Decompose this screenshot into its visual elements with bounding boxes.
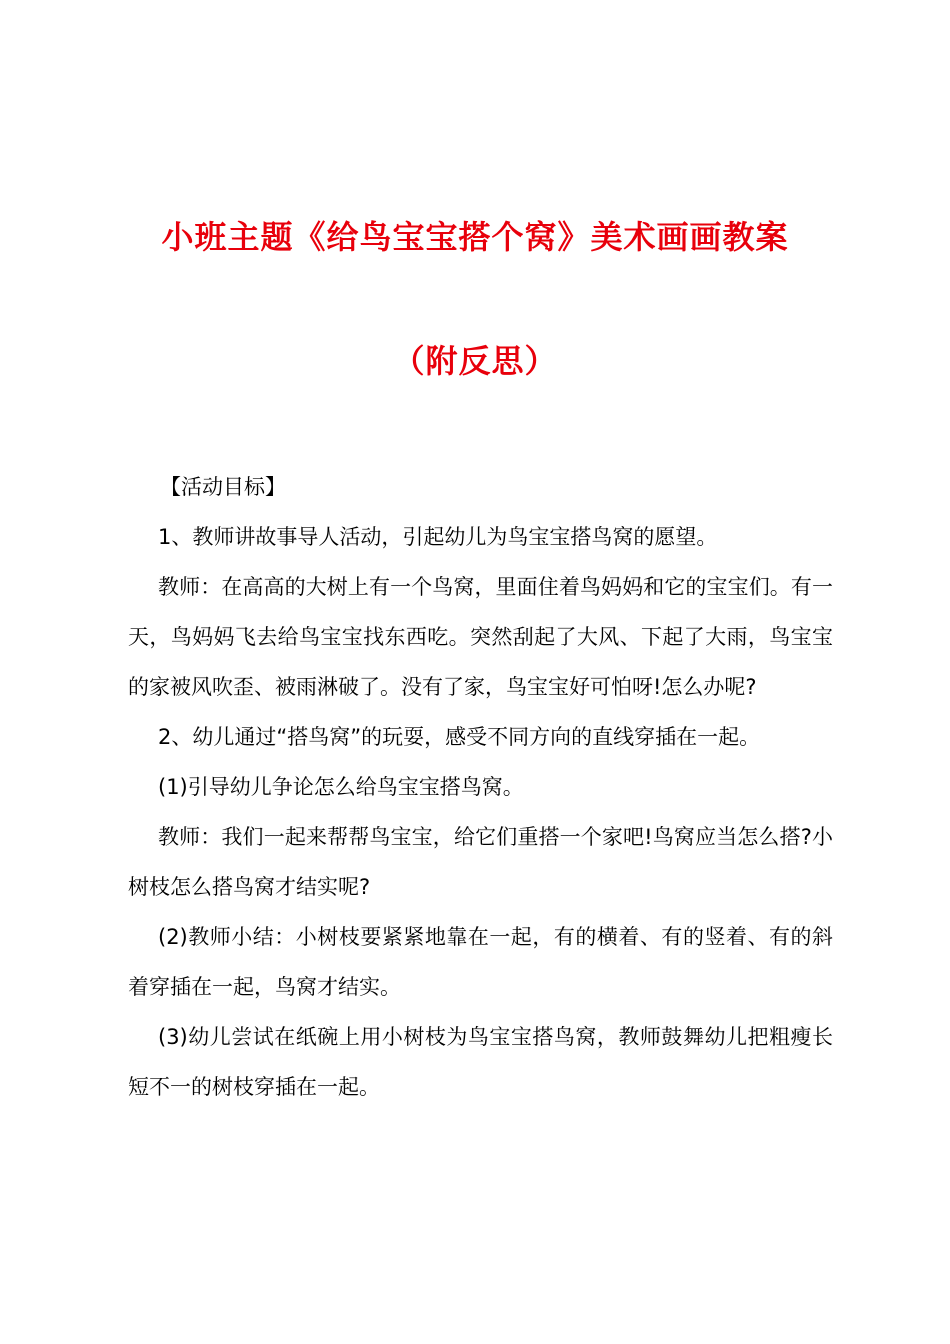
paragraph: (2)教师小结：小树枝要紧紧地靠在一起，有的横着、有的竖着、有的斜着穿插在一起，鸟窝才结实。 — [128, 925, 833, 999]
paragraph: 1、教师讲故事导人活动，引起幼儿为鸟宝宝搭鸟窝的愿望。 — [158, 525, 718, 549]
paragraph: (1)引导幼儿争论怎么给鸟宝宝搭鸟窝。 — [158, 775, 524, 799]
document-title: 小班主题《给鸟宝宝搭个窝》美术画画教案 — [161, 218, 789, 256]
paragraph: (3)幼儿尝试在纸碗上用小树枝为鸟宝宝搭鸟窝，教师鼓舞幼儿把粗瘦长短不一的树枝穿插在一起。 — [128, 1025, 833, 1099]
paragraph: 教师：我们一起来帮帮鸟宝宝，给它们重搭一个家吧!鸟窝应当怎么搭?小树枝怎么搭鸟窝才结实呢? — [128, 825, 833, 899]
section-heading-objectives: 【活动目标】 — [160, 475, 286, 499]
document-body — [128, 462, 833, 1112]
paragraph: 教师：在高高的大树上有一个鸟窝，里面住着鸟妈妈和它的宝宝们。有一天，鸟妈妈飞去给鸟宝宝找东西吃。突然刮起了大风、下起了大雨，鸟宝宝的家被风吹歪、被雨淋破了。没有了家，鸟宝宝好可怕呀!怎么办呢? — [128, 575, 833, 699]
paragraph: 2、幼儿通过“搭鸟窝”的玩耍，感受不同方向的直线穿插在一起。 — [158, 725, 761, 749]
document-title-subtitle: （附反思） — [392, 342, 558, 380]
